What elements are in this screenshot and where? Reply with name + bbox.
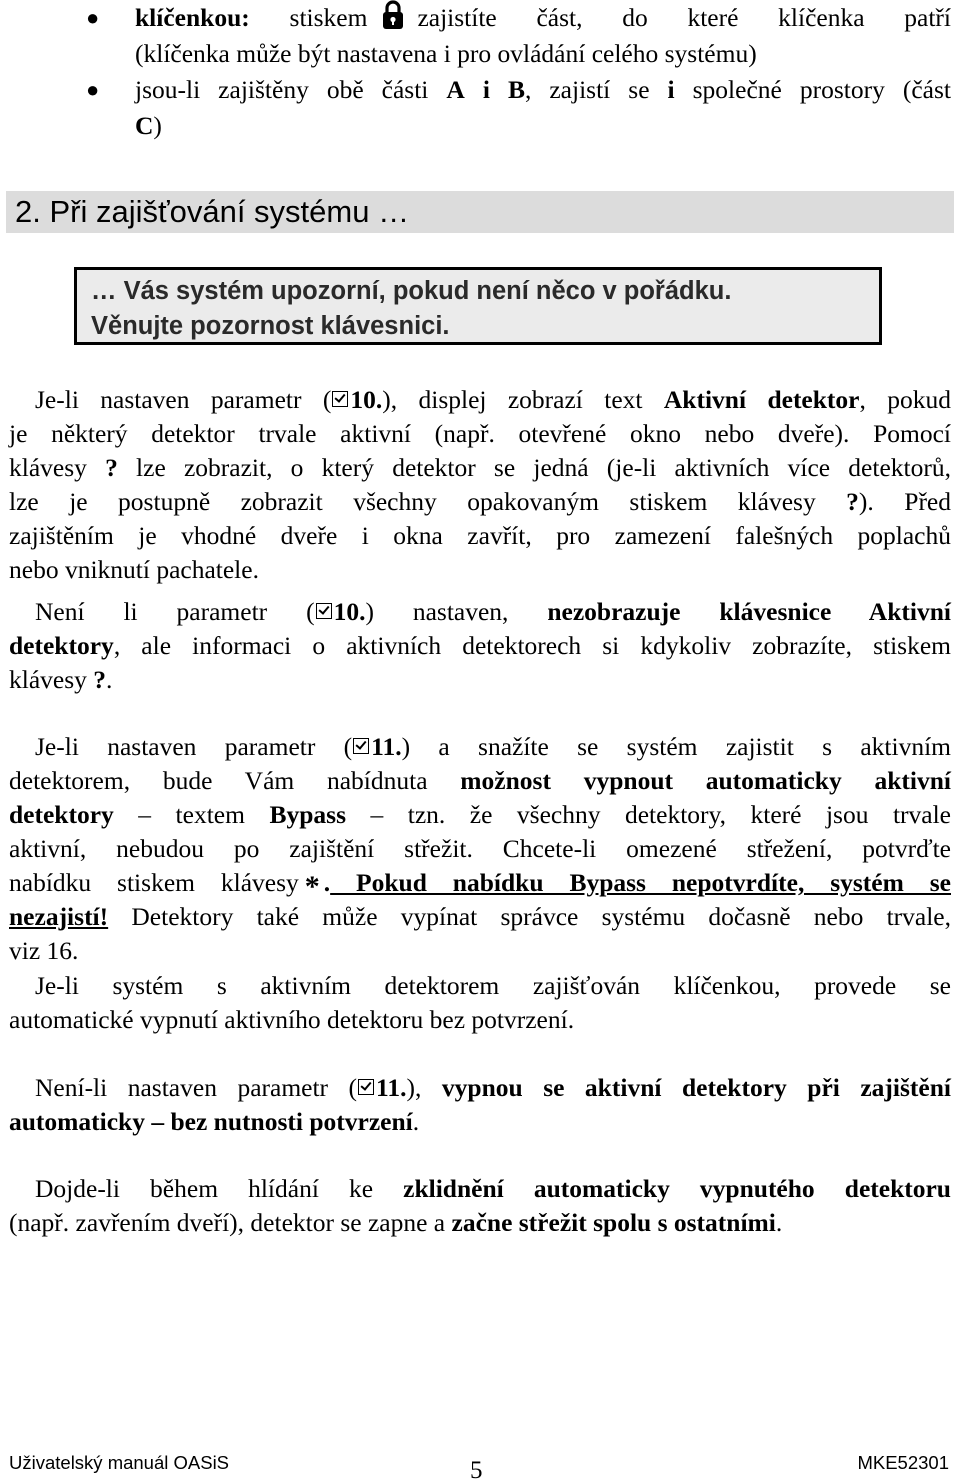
paragraph-line: detektorem, bude Vám nabídnuta možnost vypnout automaticky aktivní <box>9 766 951 795</box>
paragraph-line: klávesy ?. <box>9 665 113 694</box>
checked-box-icon <box>353 738 369 754</box>
paragraph-line: Dojde-li během hlídání ke zklidnění automaticky vypnutého detektoru <box>35 1174 951 1203</box>
checked-box-icon <box>316 603 332 619</box>
footer-manual-title: Uživatelský manuál OASiS <box>9 1452 230 1473</box>
callout-box <box>74 267 882 345</box>
paragraph-line: nezajistí! Detektory také může vypínat správce systému dočasně nebo trvale, <box>9 902 951 931</box>
bullet-dot: ● <box>86 5 100 30</box>
bullet-item-both-parts: jsou-li zajištěny obě části A i B, zajistí se i společné prostory (část <box>135 75 952 104</box>
bullet-item-keyfob-note: (klíčenka může být nastavena i pro ovládání celého systému) <box>135 39 757 68</box>
paragraph-line: klávesy ? lze zobrazit, o který detektor se jedná (je-li aktivních více detektorů, <box>9 453 951 482</box>
bullet-item-keyfob: klíčenkou: stiskem zajistíte část, do které klíčenka patří <box>135 0 951 40</box>
paragraph-line: Není li parametr ( 10.) nastaven, nezobrazuje klávesnice Aktivní <box>35 597 951 626</box>
paragraph-line: Je-li nastaven parametr ( 10.), displej zobrazí text Aktivní detektor, pokud <box>35 385 952 414</box>
paragraph-line: Je-li systém s aktivním detektorem zajišťován klíčenkou, provede se <box>35 971 951 1000</box>
paragraph-line: automatické vypnutí aktivního detektoru bez potvrzení. <box>9 1005 575 1034</box>
paragraph-line: detektory – textem Bypass – tzn. že všechny detektory, které jsou trvale <box>9 800 951 829</box>
paragraph-line: Není-li nastaven parametr ( 11.), vypnou se aktivní detektory při zajištění <box>35 1073 951 1102</box>
paragraph-line: zajištěním je vhodné dveře i okna zavřít, pro zamezení falešných poplachů <box>9 521 951 550</box>
paragraph-line: Je-li nastaven parametr ( 11.) a snažíte se systém zajistit s aktivním <box>35 732 952 761</box>
paragraph-line: nebo vniknutí pachatele. <box>9 555 259 584</box>
paragraph-line: lze je postupně zobrazit všechny opakovaným stiskem klávesy ?). Před <box>9 487 951 516</box>
callout-line: … Vás systém upozorní, pokud není něco v pořádku. <box>91 277 732 305</box>
paragraph-line: nabídku stiskem klávesy * . Pokud nabídku Bypass nepotvrdíte, systém se <box>9 868 951 903</box>
paragraph-line: viz 16. <box>9 936 79 965</box>
footer-document-code: MKE52301 <box>857 1452 949 1473</box>
paragraph-line: aktivní, nebudou po zajištění střežit. Chcete-li omezené střežení, potvrďte <box>9 834 951 863</box>
checked-box-icon <box>358 1079 374 1095</box>
paragraph-line: automaticky – bez nutnosti potvrzení. <box>9 1107 420 1136</box>
checked-box-icon <box>332 391 348 407</box>
bullet-dot: ● <box>86 77 100 102</box>
page-number: 5 <box>470 1457 483 1484</box>
paragraph-line: je některý detektor trvale aktivní (např. otevřené okno nebo dveře). Pomocí <box>9 419 951 448</box>
padlock-icon <box>381 0 405 40</box>
section-header <box>6 191 954 233</box>
paragraph-line: (např. zavřením dveří), detektor se zapne a začne střežit spolu s ostatními. <box>9 1208 783 1237</box>
paragraph-line: detektory, ale informaci o aktivních detektorech si kdykoliv zobrazíte, stiskem <box>9 631 951 660</box>
asterisk-key-icon: * <box>304 870 320 903</box>
bullet-item-both-parts-cont: C) <box>135 111 162 140</box>
term-keyfob: klíčenkou: <box>135 3 250 32</box>
callout-line: Věnujte pozornost klávesnici. <box>91 312 450 340</box>
section-title: 2. Při zajišťování systému … <box>15 194 410 229</box>
